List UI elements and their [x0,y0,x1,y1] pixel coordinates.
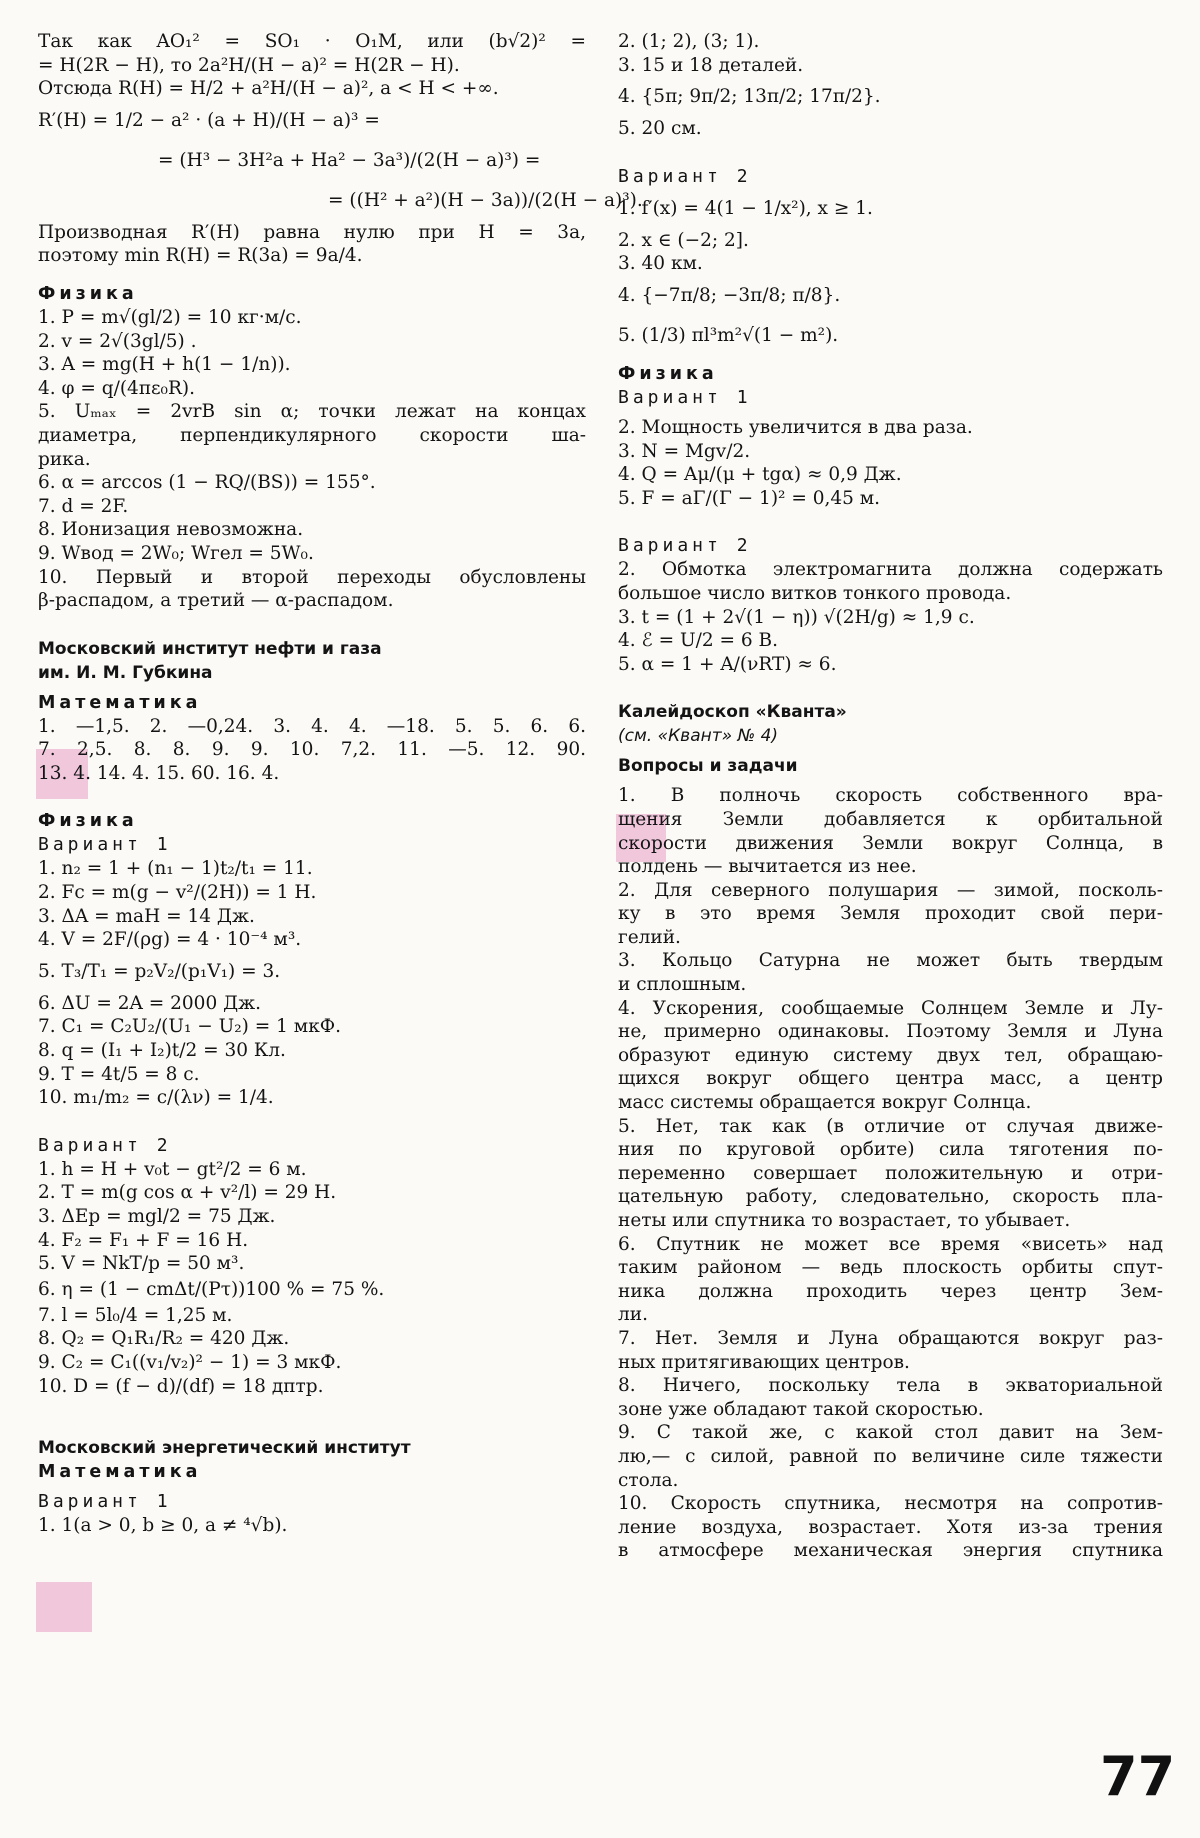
answer-line: 5. 20 см. [618,118,702,140]
answer-line: ление воздуха, возрастает. Хотя из-за трения [618,1516,1163,1538]
answer-line: 1. —1,5. 2. —0,24. 3. 4. 4. —18. 5. 5. 6. 6. [38,715,586,737]
answer-line: 3. 15 и 18 деталей. [618,54,804,76]
section-heading: Математика [38,1462,202,1483]
answer-line: гелий. [618,926,681,948]
text-line: Так как AO₁² = SO₁ · O₁M, или (b√2)² = [38,31,586,52]
answer-line: 3. ΔA = maH = 14 Дж. [38,905,255,927]
right-column [618,30,1163,1563]
answer-line: 1. 1(a > 0, b ≥ 0, a ≠ ⁴√b). [38,1515,288,1537]
variant-label: Вариант 2 [618,165,752,187]
answer-line: 7. Нет. Земля и Луна обращаются вокруг раз- [618,1327,1163,1349]
answer-line: скорости движения Земли вокруг Солнца, в [618,832,1163,854]
variant-label: Вариант 1 [38,834,172,856]
answer-line: 2. (1; 2), (3; 1). [618,31,760,52]
answer-line: 3. ΔEp = mgl/2 = 75 Дж. [38,1206,276,1227]
answer-line: не, примерно одинаковы. Поэтому Земля и Луна [618,1021,1163,1043]
answer-line: большое число витков тонкого провода. [618,582,1012,604]
answer-line: ных притягивающих центров. [618,1351,910,1373]
formula-line: R′(H) = 1/2 − a² · (a + H)/(H − a)³ = [38,109,380,131]
section-title: Калейдоскоп «Кванта» [618,702,847,723]
formula-line: = ((H² + a²)(H − 3a))/(2(H − a)³). [328,189,643,211]
answer-line: неты или спутника то возрастает, то убывает. [618,1210,1071,1231]
answer-line: 1. h = H + v₀t − gt²/2 = 6 м. [38,1158,307,1180]
answer-line: 9. T = 4t/5 = 8 с. [38,1063,200,1085]
answer-line: таким районом — ведь плоскость орбиты спут- [618,1257,1163,1279]
answer-line: 6. η = (1 − cmΔt/(Pτ))100 % = 75 %. [38,1278,385,1300]
answer-line: ку в это время Земля проходит свой пери- [618,903,1163,925]
answer-line: 6. ΔU = 2A = 2000 Дж. [38,992,262,1014]
answer-line: образуют единую систему двух тел, обращаю- [618,1044,1163,1066]
answer-line: 2. Fc = m(g − v²/(2H)) = 1 Н. [38,882,317,904]
answer-line: 4. {−7π/8; −3π/8; π/8}. [618,284,841,306]
answer-line: 1. P = m√(gl/2) = 10 кг·м/с. [38,306,302,328]
answer-line: 4. F₂ = F₁ + F = 16 Н. [38,1229,249,1251]
answer-line: 5. Uₘₐₓ = 2vrB sin α; точки лежат на концах [38,401,586,423]
institute-title: Московский институт нефти и газа [38,638,382,659]
text-line: = H(2R − H), то 2a²H/(H − a)² = H(2R − H). [38,54,460,76]
section-reference: (см. «Квант» № 4) [618,726,779,747]
answer-line: 6. α = arccos (1 − RQ/(BS)) = 155°. [38,472,376,494]
answer-line: 10. D = (f − d)/(df) = 18 дптр. [38,1375,324,1397]
answer-line: 2. Мощность увеличится в два раза. [618,416,973,438]
answer-line: 3. A = mg(H + h(1 − 1/n)). [38,354,291,376]
answer-line: 1. f′(x) = 4(1 − 1/x²), x ≥ 1. [618,197,873,219]
answer-line: 7. 2,5. 8. 8. 9. 9. 10. 7,2. 11. —5. 12. 90. [38,739,586,761]
section-heading: Физика [618,363,718,384]
answer-line: 3. Кольцо Сатурна не может быть твердым [618,950,1163,972]
answer-line: цательную работу, следовательно, скорость пла- [618,1186,1163,1208]
answer-line: ника должна проходить через центр Зем- [618,1280,1163,1302]
answer-line: 8. Ионизация невозможна. [38,519,304,541]
answer-line: 7. l = 5l₀/4 = 1,25 м. [38,1304,233,1326]
answer-line: лю,— с силой, равной по величине силе тяжести [618,1445,1163,1467]
answer-line: 1. n₂ = 1 + (n₁ − 1)t₂/t₁ = 11. [38,858,313,880]
answer-line: 2. T = m(g cos α + v²/l) = 29 Н. [38,1182,337,1204]
answer-line: рика. [38,448,91,470]
answer-line: зоне уже обладают такой скоростью. [618,1398,984,1420]
answer-line: 10. m₁/m₂ = c/(λν) = 1/4. [38,1087,274,1109]
text-line: поэтому min R(H) = R(3a) = 9a/4. [38,245,363,267]
formula-line: = (H³ − 3H²a + Ha² − 3a³)/(2(H − a)³) = [158,149,541,171]
answer-line: полдень — вычитается из нее. [618,856,917,878]
text-line: Производная R′(H) равна нулю при H = 3a, [38,221,586,243]
answer-line: в атмосфере механическая энергия спутника [618,1540,1163,1562]
answer-line: ния по круговой орбите) сила тяготения по- [618,1139,1163,1161]
answer-line: 10. Скорость спутника, несмотря на сопротив- [618,1493,1163,1515]
answer-line: 8. q = (I₁ + I₂)t/2 = 30 Кл. [38,1040,286,1062]
answer-line: 4. Q = Aμ/(μ + tgα) ≈ 0,9 Дж. [618,464,902,486]
answer-line: 2. Обмотка электромагнита должна содержать [618,559,1163,581]
section-heading: Математика [38,692,202,713]
answer-line: 3. t = (1 + 2√(1 − η)) √(2H/g) ≈ 1,9 с. [618,606,975,628]
answer-line: стола. [618,1469,679,1491]
answer-line: 7. C₁ = C₂U₂/(U₁ − U₂) = 1 мкФ. [38,1016,341,1038]
answer-line: диаметра, перпендикулярного скорости ша- [38,424,586,446]
answer-line: 4. Ускорения, сообщаемые Солнцем Земле и Лу- [618,997,1163,1019]
answer-line: 9. С такой же, с какой стол давит на Зем- [618,1422,1163,1444]
answer-line: щихся вокруг общего центра масс, а центр [618,1068,1163,1090]
answer-line: ли. [618,1304,648,1326]
answer-line: переменно совершает положительную и отри- [618,1162,1163,1184]
page-number: 77 [1100,1745,1176,1808]
variant-label: Вариант 1 [618,386,752,408]
text-line: Отсюда R(H) = H/2 + a²H/(H − a)², a < H < +∞. [38,78,499,100]
answer-line: 7. d = 2F. [38,495,129,517]
answer-line: 8. Q₂ = Q₁R₁/R₂ = 420 Дж. [38,1328,290,1350]
answer-line: 3. 40 км. [618,253,703,275]
answer-line: 8. Ничего, поскольку тела в экваториальной [618,1375,1163,1397]
answer-line: 13. 4. 14. 4. 15. 60. 16. 4. [38,762,280,784]
answer-line: 9. Wвод = 2W₀; Wгел = 5W₀. [38,542,314,564]
answer-line: β-распадом, а третий — α-распадом. [38,590,394,612]
variant-label: Вариант 2 [38,1134,172,1156]
answer-line: 4. φ = q/(4πε₀R). [38,377,195,399]
variant-label: Вариант 1 [38,1491,172,1513]
answer-line: 4. V = 2F/(ρg) = 4 · 10⁻⁴ м³. [38,929,302,951]
answer-line: щения Земли добавляется к орбитальной [618,808,1163,830]
answer-line: 2. v = 2√(3gl/5) . [38,330,197,352]
answer-line: 5. α = 1 + A/(νRT) ≈ 6. [618,653,837,675]
answer-line: 5. (1/3) πl³m²√(1 − m²). [618,324,839,346]
institute-title: Московский энергетический институт [38,1438,411,1459]
highlight-mark [36,1582,92,1632]
answer-line: 5. T₃/T₁ = p₂V₂/(p₁V₁) = 3. [38,960,281,982]
answer-line: 5. F = aΓ/(Γ − 1)² = 0,45 м. [618,487,881,509]
answer-line: 2. Для северного полушария — зимой, посколь- [618,879,1163,901]
left-column [38,30,643,1538]
answer-line: 4. {5π; 9π/2; 13π/2; 17π/2}. [618,86,881,108]
section-heading: Физика [38,283,138,304]
variant-label: Вариант 2 [618,535,752,557]
answer-line: 9. C₂ = C₁((v₁/v₂)² − 1) = 3 мкФ. [38,1351,342,1373]
institute-title: им. И. М. Губкина [38,662,213,683]
subsection-heading: Вопросы и задачи [618,756,798,777]
answer-line: и сплошным. [618,974,747,996]
answer-line: масс системы обращается вокруг Солнца. [618,1092,1032,1114]
answer-line: 4. ℰ = U/2 = 6 В. [618,630,778,652]
answer-line: 3. N = Mgv/2. [618,440,751,462]
section-heading: Физика [38,811,138,832]
answer-line: 5. Нет, так как (в отличие от случая движе- [618,1115,1163,1137]
answer-line: 2. x ∈ (−2; 2]. [618,229,749,251]
answer-line: 6. Спутник не может все время «висеть» над [618,1233,1163,1255]
answer-line: 5. V = NkT/p = 50 м³. [38,1253,245,1275]
answer-line: 10. Первый и второй переходы обусловлены [38,566,586,588]
answer-line: 1. В полночь скорость собственного вра- [618,785,1163,807]
